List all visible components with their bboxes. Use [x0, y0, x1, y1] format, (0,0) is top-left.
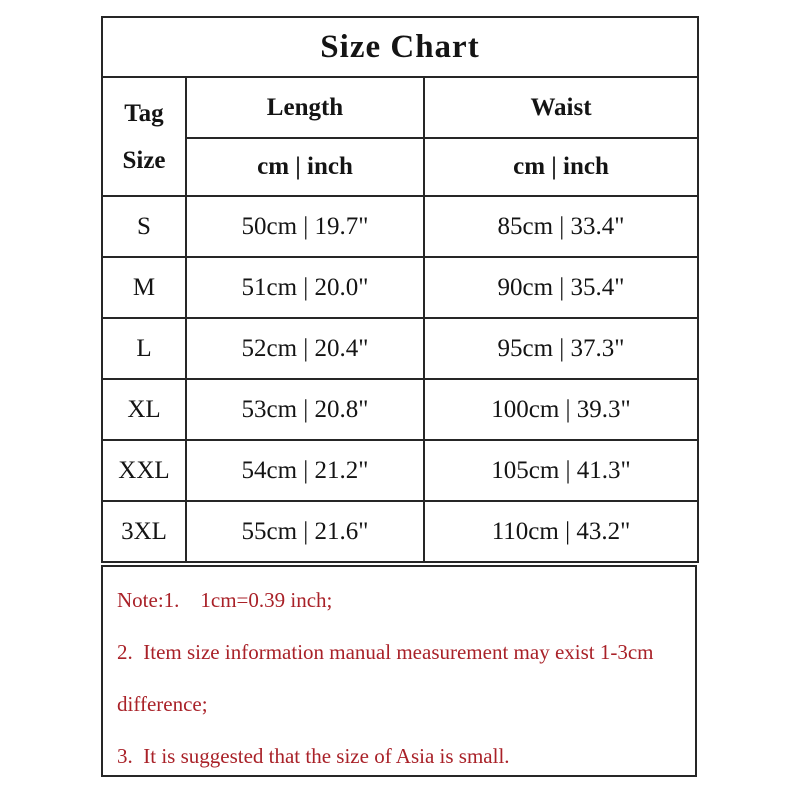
header-size-line: Size — [122, 146, 166, 174]
length-cell: 52cm | 20.4" — [186, 318, 424, 379]
note-line: 3. It is suggested that the size of Asia is small. — [117, 744, 510, 768]
length-cell: 50cm | 19.7" — [186, 196, 424, 257]
note-line: difference; — [117, 692, 208, 716]
size-cell: 3XL — [102, 501, 186, 562]
waist-cell: 85cm | 33.4" — [424, 196, 698, 257]
size-cell: M — [102, 257, 186, 318]
note-line: 2. Item size information manual measurement may exist 1-3cm — [117, 640, 654, 664]
size-table-body — [102, 196, 698, 562]
header-waist: Waist — [424, 77, 698, 138]
length-cell: 55cm | 21.6" — [186, 501, 424, 562]
waist-cell: 100cm | 39.3" — [424, 379, 698, 440]
size-table-header — [102, 17, 698, 196]
note-line: Note:1. 1cm=0.39 inch; — [117, 588, 333, 612]
length-cell: 54cm | 21.2" — [186, 440, 424, 501]
table-row — [102, 196, 698, 257]
header-waist-unit: cm | inch — [424, 138, 698, 196]
length-cell: 53cm | 20.8" — [186, 379, 424, 440]
size-chart-table — [101, 16, 699, 563]
waist-cell: 90cm | 35.4" — [424, 257, 698, 318]
header-tag-line: Tag — [124, 99, 164, 127]
waist-cell: 110cm | 43.2" — [424, 501, 698, 562]
header-row-measures — [102, 77, 698, 138]
table-row — [102, 501, 698, 562]
header-length: Length — [186, 77, 424, 138]
table-row — [102, 440, 698, 501]
header-tag-size — [102, 77, 186, 196]
length-cell: 51cm | 20.0" — [186, 257, 424, 318]
size-cell: S — [102, 196, 186, 257]
size-cell: XL — [102, 379, 186, 440]
table-row — [102, 257, 698, 318]
notes-section — [101, 565, 697, 777]
waist-cell: 95cm | 37.3" — [424, 318, 698, 379]
size-cell: L — [102, 318, 186, 379]
table-row — [102, 318, 698, 379]
table-row — [102, 379, 698, 440]
header-row-units — [102, 138, 698, 196]
title-row — [102, 17, 698, 77]
waist-cell: 105cm | 41.3" — [424, 440, 698, 501]
page-title: Size Chart — [102, 17, 698, 77]
header-length-unit: cm | inch — [186, 138, 424, 196]
size-chart-sheet — [101, 16, 697, 777]
size-cell: XXL — [102, 440, 186, 501]
